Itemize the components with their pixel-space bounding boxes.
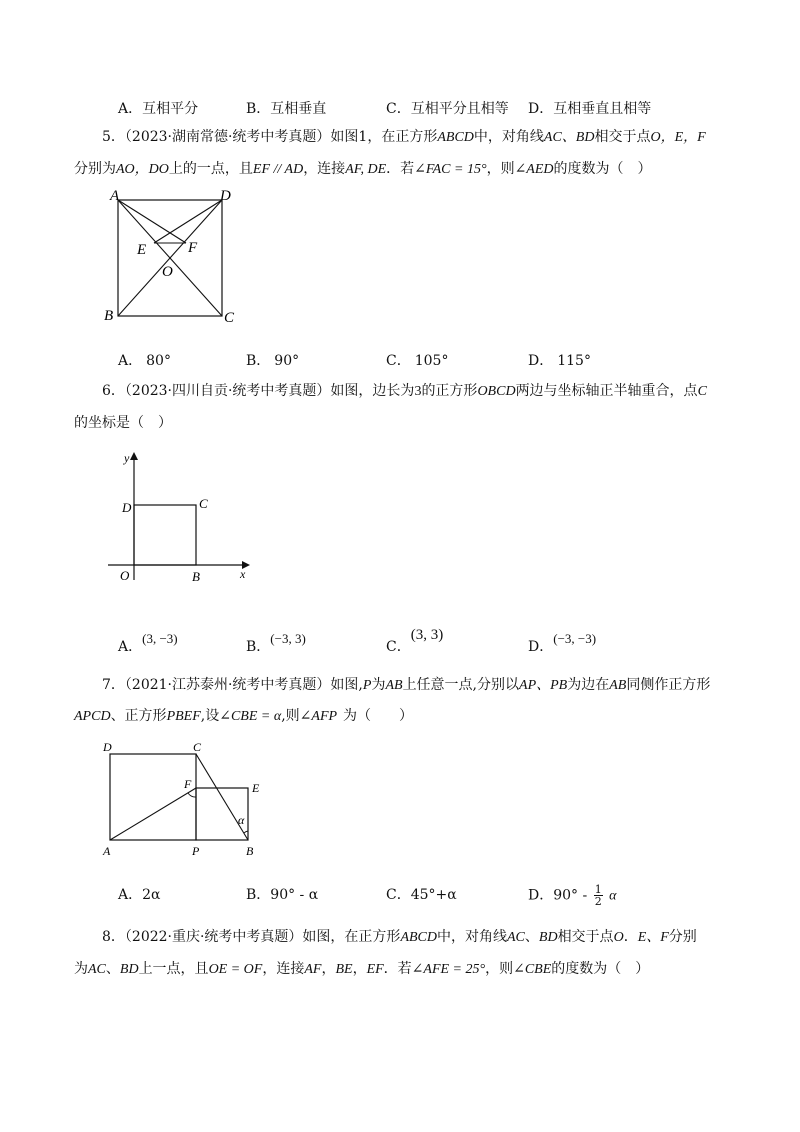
q7-text-i: 同侧作正方形 bbox=[626, 677, 711, 693]
q5-option-b-value: 90° bbox=[274, 353, 300, 369]
q7-option-d bbox=[528, 884, 617, 907]
q6-option-d-letter: D． bbox=[528, 639, 554, 655]
q8-text-2q: 的度数为（ ） bbox=[551, 961, 650, 977]
q5-label-c: C bbox=[224, 310, 235, 326]
q5-text-a: 5．（2023·湖南常德·统考中考真题）如图1，在正方形 bbox=[102, 129, 438, 145]
q8-math-afe: ∠AFE = 25° bbox=[411, 962, 486, 977]
q8-math-ac: AC bbox=[507, 930, 525, 945]
q5-text-c: 中，对角线 bbox=[473, 129, 544, 145]
q7-text-2h: 为（ ） bbox=[343, 708, 414, 724]
q7-option-b: B．90° - α bbox=[246, 887, 319, 903]
q5-option-b bbox=[246, 350, 299, 370]
q5-text-2a: 分别为 bbox=[74, 161, 116, 177]
q6-option-a bbox=[118, 631, 178, 656]
q5-text-e: 相交于点 bbox=[594, 129, 651, 145]
q5-math-oef: O，E，F bbox=[650, 130, 706, 145]
q5-option-c-letter: C． bbox=[386, 353, 411, 369]
q7-math-ab: AB bbox=[385, 678, 403, 693]
q5-math-abcd: ABCD bbox=[437, 130, 474, 145]
q7-text-2b: 、正方形 bbox=[110, 708, 167, 724]
q5-line2 bbox=[74, 160, 652, 179]
q8-text-k: 分别 bbox=[668, 929, 697, 945]
q5-label-a: A bbox=[110, 188, 120, 204]
q6-option-b-value: (−3, 3) bbox=[270, 631, 306, 646]
q6-math-obcd: OBCD bbox=[477, 384, 516, 399]
q7-label-e: E bbox=[252, 781, 260, 795]
q7-math-apcd: APCD bbox=[74, 709, 111, 724]
top-option-d: D．互相垂直且相等 bbox=[528, 101, 652, 117]
q5-segment-af bbox=[118, 200, 186, 243]
q7-fraction-numerator: 1 bbox=[594, 883, 602, 896]
q8-text-g: 相交于点 bbox=[557, 929, 614, 945]
q6-option-a-value: (3, −3) bbox=[142, 631, 178, 646]
q5-segment-de bbox=[154, 200, 222, 243]
q7-segment-af bbox=[110, 788, 196, 840]
q8-text-i: ． bbox=[623, 929, 638, 945]
q7-label-a: A bbox=[103, 844, 111, 858]
q6-line1 bbox=[102, 382, 707, 401]
q8-math-oe-of: OE = OF bbox=[208, 962, 263, 977]
q5-math-ao-do: AO，DO bbox=[116, 162, 169, 177]
q5-option-b-letter: B． bbox=[246, 353, 271, 369]
q8-math-cbe: ∠CBE bbox=[513, 962, 552, 977]
q7-math-ap-pb: AP、PB bbox=[519, 678, 568, 693]
q5-option-a-value: 80° bbox=[146, 353, 171, 369]
q5-option-a-letter: A． bbox=[118, 353, 143, 369]
q8-text-2k: ， bbox=[352, 961, 367, 977]
q6-text-e: 两边与坐标轴正半轴重合，点 bbox=[515, 383, 698, 399]
q8-math-af: AF bbox=[304, 962, 322, 977]
q5-math-ac-bd: AC、BD bbox=[543, 130, 595, 145]
q7-option-d-text: D．90° - bbox=[528, 887, 588, 904]
q5-label-e: E bbox=[137, 242, 147, 258]
q8-math-ef: E、F bbox=[637, 930, 669, 945]
q5-text-2c: 上的一点，且 bbox=[168, 161, 253, 177]
q6-line2: 的坐标是（ ） bbox=[74, 415, 172, 431]
q5-text-2g: ．若 bbox=[386, 161, 415, 177]
q7-text-g: 为边在 bbox=[567, 677, 610, 693]
q5-line1 bbox=[102, 128, 706, 147]
q8-line2 bbox=[74, 960, 649, 979]
q6-label-c: C bbox=[199, 496, 208, 511]
q6-label-x: x bbox=[240, 567, 246, 581]
q7-angle-afp-arc bbox=[188, 793, 196, 797]
q7-option-a: A．2α bbox=[118, 887, 161, 903]
q6-label-b: B bbox=[192, 569, 200, 584]
q5-math-ef-ad: EF // AD bbox=[252, 162, 304, 177]
q7-fraction-denominator: 2 bbox=[594, 895, 602, 908]
q5-text-2i: ，则 bbox=[486, 161, 515, 177]
q7-label-f: F bbox=[184, 777, 192, 791]
q7-option-d-fraction bbox=[594, 884, 603, 907]
q6-y-arrow-icon bbox=[130, 452, 138, 460]
q7-option-d-alpha: α bbox=[609, 888, 617, 904]
q7-line2 bbox=[74, 707, 413, 726]
q5-figure bbox=[102, 186, 242, 326]
q7-text-e: 上任意一点,分别以 bbox=[402, 677, 520, 693]
q8-text-2c: 、 bbox=[105, 961, 120, 977]
q6-label-d: D bbox=[122, 500, 132, 515]
q6-option-b bbox=[246, 631, 306, 656]
q5-label-b: B bbox=[104, 308, 114, 324]
q6-option-c bbox=[386, 627, 444, 656]
q6-option-d bbox=[528, 631, 597, 656]
q8-math-abcd: ABCD bbox=[400, 930, 437, 945]
q7-label-b: B bbox=[246, 844, 254, 858]
q8-text-2e: 上一点，且 bbox=[138, 961, 209, 977]
q7-angle-alpha-arc bbox=[244, 831, 248, 833]
q8-math-ac-2: AC bbox=[88, 962, 106, 977]
q7-text-a: 7．（2021·江苏泰州·统考中考真题）如图, bbox=[102, 677, 363, 693]
q5-option-d-value: 115° bbox=[557, 353, 591, 369]
q7-label-alpha: α bbox=[238, 813, 245, 827]
q6-math-3: 3 bbox=[414, 384, 422, 399]
q7-text-c: 为 bbox=[371, 677, 386, 693]
q6-option-a-letter: A． bbox=[118, 639, 143, 655]
q8-line1 bbox=[102, 928, 697, 947]
q5-label-o: O bbox=[162, 264, 173, 280]
top-option-b: B．互相垂直 bbox=[246, 101, 327, 117]
q5-label-d: D bbox=[220, 188, 231, 204]
q5-math-aed: ∠AED bbox=[514, 162, 554, 177]
q8-text-2o: ，则 bbox=[485, 961, 514, 977]
q8-text-2a: 为 bbox=[74, 961, 88, 977]
q6-square bbox=[134, 505, 196, 565]
q5-text-2k: 的度数为（ ） bbox=[553, 161, 652, 177]
q6-option-c-letter: C． bbox=[386, 639, 411, 655]
q7-label-p: P bbox=[192, 844, 200, 858]
q7-figure bbox=[100, 738, 280, 863]
q8-math-be: BE bbox=[335, 962, 353, 977]
q5-math-af-de: AF, DE bbox=[345, 162, 387, 177]
q7-segment-cb bbox=[196, 754, 248, 840]
top-option-c: C．互相平分且相等 bbox=[386, 101, 509, 117]
q7-math-cbe: ∠CBE = α bbox=[219, 709, 282, 724]
q6-label-y: y bbox=[124, 451, 130, 465]
q7-text-2f: ,则 bbox=[281, 708, 300, 724]
q8-text-2i: ， bbox=[321, 961, 336, 977]
q6-option-d-value: (−3, −3) bbox=[553, 631, 597, 646]
q8-math-bd: BD bbox=[538, 930, 558, 945]
q6-option-c-value: (3, 3) bbox=[410, 627, 444, 643]
q7-option-c: C．45°+α bbox=[386, 887, 457, 903]
q7-math-pbef: PBEF bbox=[166, 709, 201, 724]
q5-option-d bbox=[528, 350, 591, 370]
q5-label-f: F bbox=[188, 240, 198, 256]
q6-label-o: O bbox=[120, 568, 130, 583]
q5-option-a bbox=[118, 350, 171, 370]
q8-math-ef-2: EF bbox=[366, 962, 384, 977]
q5-option-c bbox=[386, 350, 448, 370]
q8-text-a: 8．（2022·重庆·统考中考真题）如图，在正方形 bbox=[102, 929, 401, 945]
q8-text-e: 、 bbox=[524, 929, 539, 945]
q5-option-c-value: 105° bbox=[414, 353, 449, 369]
q7-label-d: D bbox=[103, 740, 112, 754]
q6-option-b-letter: B． bbox=[246, 639, 271, 655]
top-option-a: A．互相平分 bbox=[118, 101, 199, 117]
q8-text-2m: ．若 bbox=[383, 961, 412, 977]
q6-text-a: 6．（2023·四川自贡·统考中考真题）如图，边长为 bbox=[102, 383, 415, 399]
q6-text-c: 的正方形 bbox=[421, 383, 478, 399]
q7-line1 bbox=[102, 676, 710, 695]
q5-math-fac: ∠FAC = 15° bbox=[414, 162, 487, 177]
q5-text-2e: ，连接 bbox=[303, 161, 346, 177]
q8-math-o: O bbox=[613, 930, 624, 945]
q7-square-apcd bbox=[110, 754, 196, 840]
q6-math-c: C bbox=[697, 384, 707, 399]
q7-math-p: P bbox=[362, 678, 372, 693]
q7-math-afp: ∠AFP bbox=[299, 709, 338, 724]
q8-text-2g: ，连接 bbox=[262, 961, 305, 977]
q6-figure bbox=[104, 450, 264, 590]
q8-math-bd-2: BD bbox=[119, 962, 139, 977]
q7-label-c: C bbox=[193, 740, 202, 754]
q7-math-ab-2: AB bbox=[609, 678, 627, 693]
q8-text-c: 中，对角线 bbox=[437, 929, 507, 945]
q7-text-2d: ,设 bbox=[200, 708, 220, 724]
q5-option-d-letter: D． bbox=[528, 353, 554, 369]
